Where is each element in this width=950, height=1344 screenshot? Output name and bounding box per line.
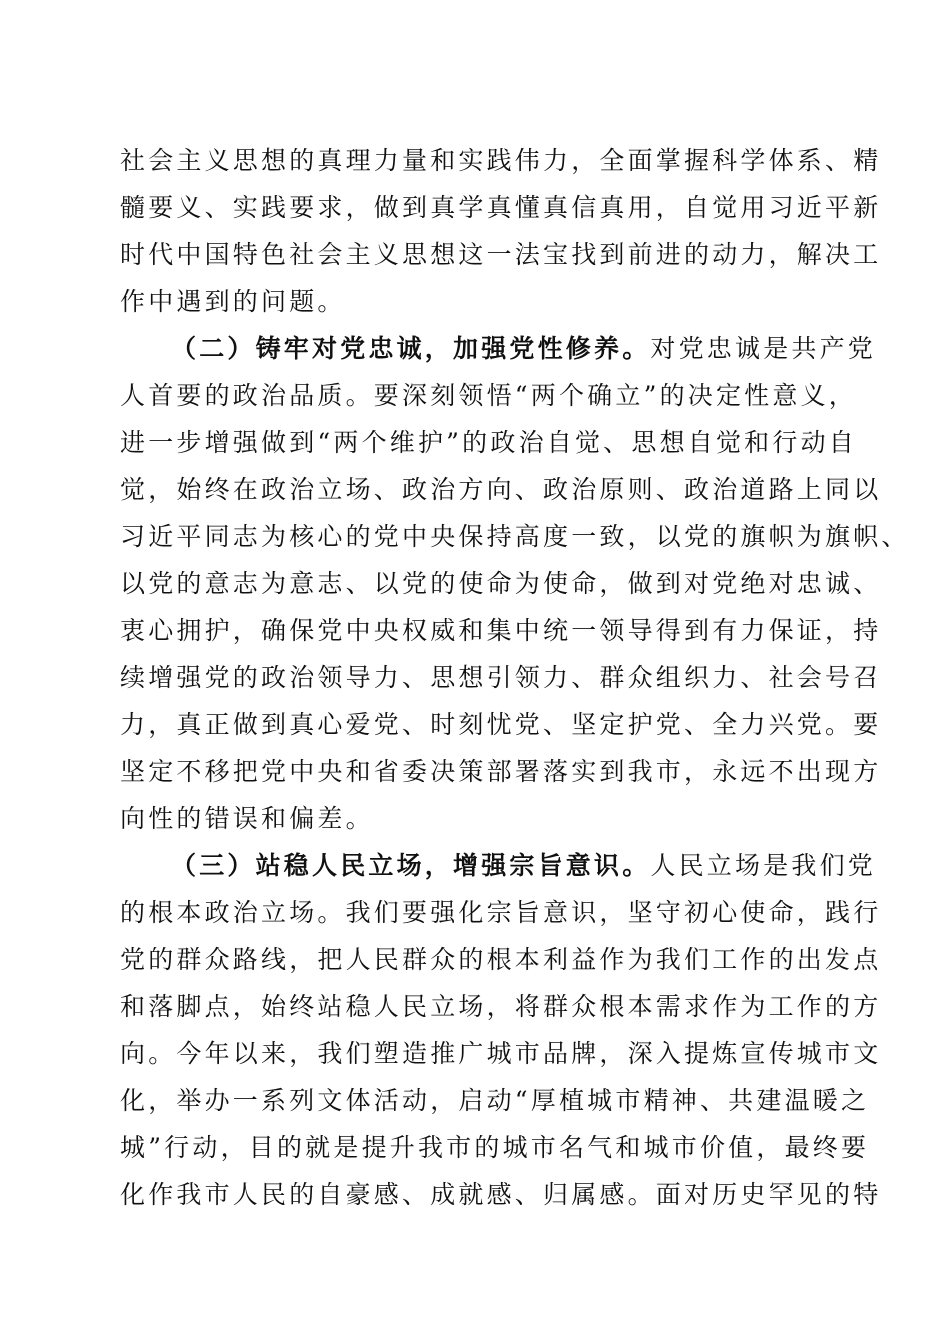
- paragraph-3-line-5: 向。今年以来，我们塑造推广城市品牌，深入提炼宣传城市文: [120, 1039, 882, 1068]
- paragraph-2-line-4: 觉，始终在政治立场、政治方向、政治原则、政治道路上同以: [120, 475, 882, 504]
- paragraph-3-line-4: 和落脚点，始终站稳人民立场，将群众根本需求作为工作的方: [120, 992, 882, 1021]
- paragraph-3-line-1: [171, 847, 877, 885]
- paragraph-2-line-6: 以党的意志为意志、以党的使命为使命，做到对党绝对忠诚、: [120, 569, 882, 598]
- paragraph-3-line-3: 党的群众路线，把人民群众的根本利益作为我们工作的出发点: [120, 945, 882, 974]
- paragraph-2-line-8: 续增强党的政治领导力、思想引领力、群众组织力、社会号召: [120, 663, 882, 692]
- paragraph-3-line-2: 的根本政治立场。我们要强化宗旨意识，坚守初心使命，践行: [120, 898, 882, 927]
- paragraph-2-line-11: 向性的错误和偏差。: [120, 804, 374, 833]
- paragraph-2-line-3: 进一步增强做到“两个维护”的政治自觉、思想自觉和行动自: [120, 428, 857, 457]
- paragraph-3-line-8: 化作我市人民的自豪感、成就感、归属感。面对历史罕见的特: [120, 1180, 882, 1209]
- paragraph-1-line-2: 髓要义、实践要求，做到真学真懂真信真用，自觉用习近平新: [120, 193, 882, 222]
- paragraph-1-line-4: 作中遇到的问题。: [120, 287, 346, 316]
- section-heading-3: （三）站稳人民立场，增强宗旨意识。: [171, 851, 651, 880]
- section-heading-2: （二）铸牢对党忠诚，加强党性修养。: [171, 334, 651, 363]
- paragraph-1-line-1: 社会主义思想的真理力量和实践伟力，全面掌握科学体系、精: [120, 146, 882, 175]
- paragraph-2-line-9: 力，真正做到真心爱党、时刻忧党、坚定护党、全力兴党。要: [120, 710, 882, 739]
- paragraph-2-line-1-rest: 对党忠诚是共产党: [650, 334, 877, 363]
- paragraph-2-line-1: [171, 330, 877, 368]
- paragraph-2-line-7: 衷心拥护，确保党中央权威和集中统一领导得到有力保证，持: [120, 616, 882, 645]
- paragraph-3-line-6: 化，举办一系列文体活动，启动“厚植城市精神、共建温暖之: [120, 1086, 870, 1115]
- paragraph-1-line-3: 时代中国特色社会主义思想这一法宝找到前进的动力，解决工: [120, 240, 882, 269]
- paragraph-3-line-7: 城”行动，目的就是提升我市的城市名气和城市价值，最终要: [120, 1133, 870, 1162]
- paragraph-2-line-2: 人首要的政治品质。要深刻领悟“两个确立”的决定性意义，: [120, 381, 857, 410]
- paragraph-2-line-10: 坚定不移把党中央和省委决策部署落实到我市，永远不出现方: [120, 757, 882, 786]
- paragraph-3-line-1-rest: 人民立场是我们党: [650, 851, 877, 880]
- paragraph-2-line-5: 习近平同志为核心的党中央保持高度一致，以党的旗帜为旗帜、: [120, 522, 910, 551]
